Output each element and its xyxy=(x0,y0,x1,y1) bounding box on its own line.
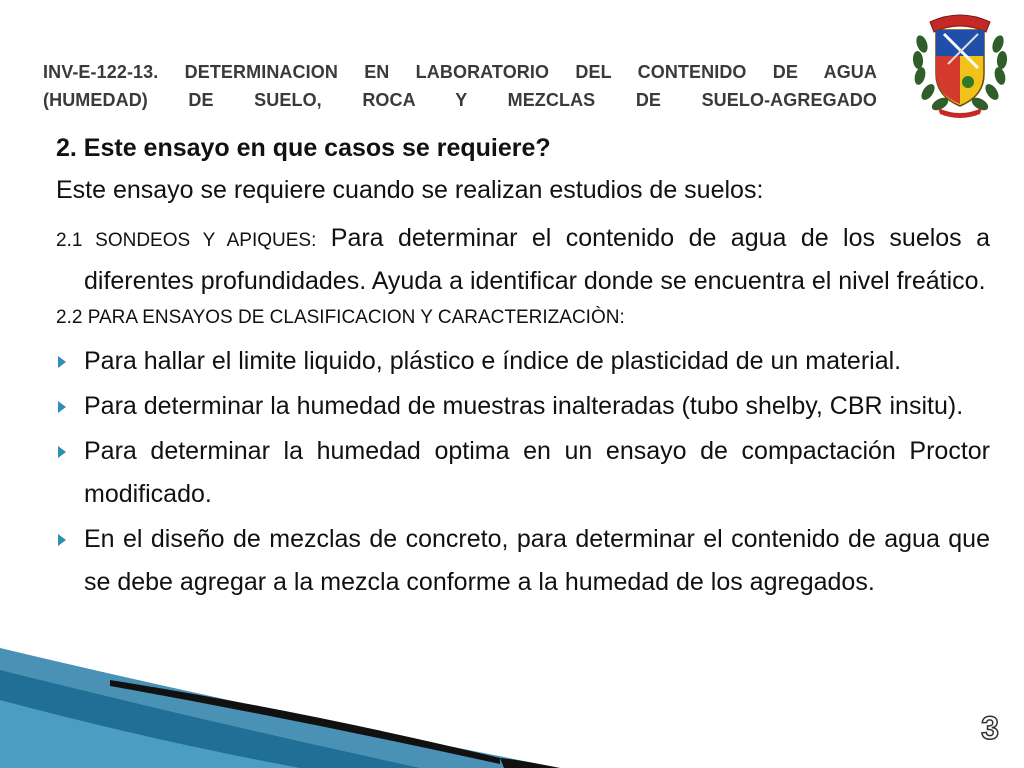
bullet-arrow-icon xyxy=(58,534,66,546)
bullet-arrow-icon xyxy=(58,401,66,413)
page-number: 3 xyxy=(981,710,999,746)
slide-title-line-2: (HUMEDAD) DE SUELO, ROCA Y MEZCLAS DE SUELO-AGREGADO xyxy=(43,90,877,110)
list-item: Para determinar la humedad optima en un ensayo de compactación Proctor modificado. xyxy=(56,430,990,516)
item-2-1 xyxy=(56,218,990,302)
bullet-arrow-icon xyxy=(58,356,66,368)
question-heading: 2. Este ensayo en que casos se requiere? xyxy=(56,134,551,162)
item-2-2-heading: 2.2 PARA ENSAYOS DE CLASIFICACION Y CARACTERIZACIÒN: xyxy=(56,307,625,328)
institution-crest-icon xyxy=(908,4,1012,122)
decorative-swoosh xyxy=(0,640,1024,768)
intro-text: Este ensayo se requiere cuando se realizan estudios de suelos: xyxy=(56,176,764,204)
item-2-1-text: Para determinar el contenido de agua de los suelos a diferentes profundidades. Ayuda a identificar donde se encuentra el nivel freático. xyxy=(84,224,990,295)
bullet-list xyxy=(56,340,990,604)
list-item: En el diseño de mezclas de concreto, para determinar el contenido de agua que se debe agregar a la mezcla conforme a la humedad de los agregados. xyxy=(56,518,990,604)
list-item: Para hallar el limite liquido, plástico e índice de plasticidad de un material. xyxy=(56,340,990,383)
item-2-1-label: 2.1 SONDEOS Y APIQUES: xyxy=(56,230,317,251)
slide-body xyxy=(56,132,990,606)
slide-title-line-1: INV-E-122-13. DETERMINACION EN LABORATORIO DEL CONTENIDO DE AGUA xyxy=(43,62,877,82)
list-item: Para determinar la humedad de muestras inalteradas (tubo shelby, CBR insitu). xyxy=(56,385,990,428)
bullet-arrow-icon xyxy=(58,446,66,458)
slide-title xyxy=(43,58,877,114)
